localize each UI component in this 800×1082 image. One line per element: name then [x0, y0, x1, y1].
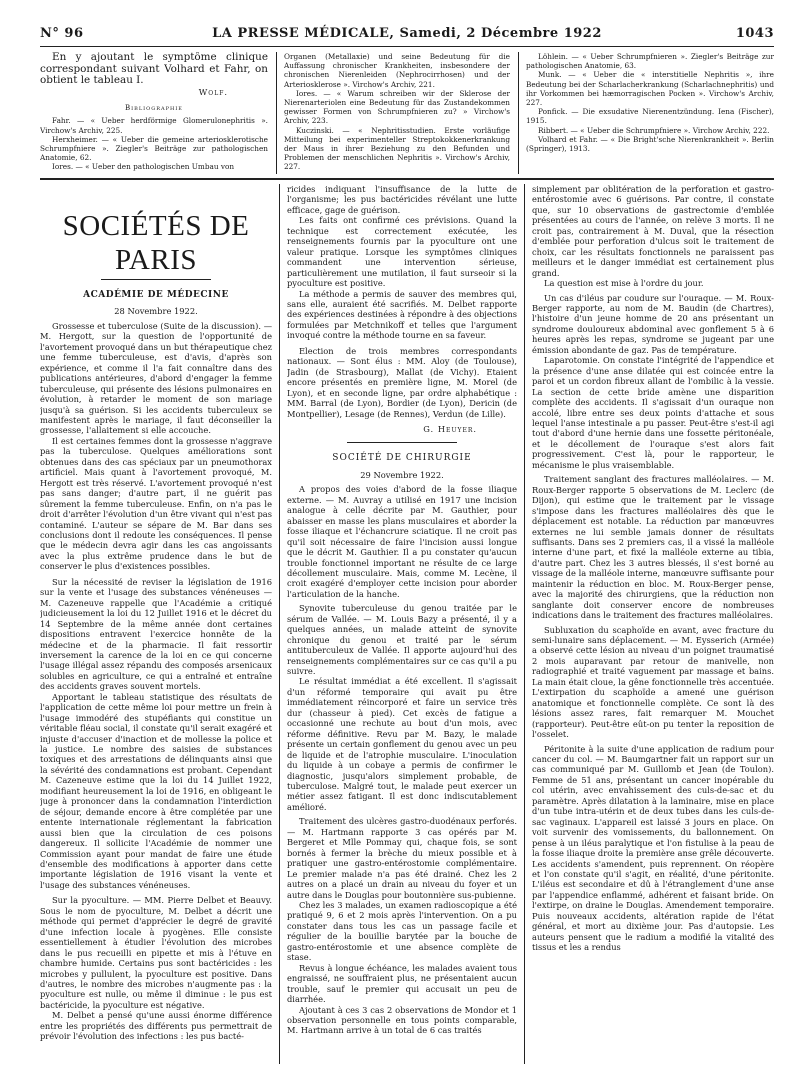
reference: Kuczinski. — « Nephritisstudien. Erste vorläufige Mitteilung bei experimenteller Streptokokkenerkrankung der Maus in ihrer Beziehung zu den Befunden und Problemen der menschlichen Nephritis ». Virchow's Archiv, 227. — [284, 125, 510, 172]
paragraph: Les faits ont confirmé ces prévisions. Quand la technique est correctement exécutée, les renseignements fournis par la pyoculture ont une valeur pratique. Lorsque les symptômes cliniques commandent une intervention sérieuse, particulièrement une mutilation, il faut surseoir si la pyoculture est positive. — [287, 215, 517, 289]
main-col-3 — [532, 184, 774, 1064]
reference: Volhard et Fahr. — « Die Bright'sche Nierenkrankheit ». Berlin (Springer), 1913. — [526, 134, 774, 154]
reference: Ponfick. — Die exsudative Nierenentzündung. Iena (Fischer), 1915. — [526, 107, 774, 126]
page-number: 1043 — [735, 26, 774, 41]
bibliography-heading: Bibliographie — [125, 103, 183, 112]
paragraph: Laparotomie. On constate l'intégrité de l'appendice et la présence d'une anse dilatée qui est coincée entre la paroi et un cordon fibreux allant de l'ombilic à la vessie. La section de cette bride amène une disparition complète des accidents. Il s'agissait d'un ouraque non accolé, libre entre ses deux points d'attache et sous lequel l'anse intestinale a pu passer. Peut-être s'est-il agi tout d'abord d'une hernie dans une fossette péritonéale, et le décollement de l'ouraque s'est alors fait progressivement. C'est là, pour le rapporteur, le mécanisme le plus vraisemblable. — [532, 355, 774, 470]
top-col-1 — [40, 52, 268, 174]
paragraph: Péritonite à la suite d'une application de radium pour cancer du col. — M. Baumgartner fait un rapport sur un cas communiqué par M. Guillomb et Jean (de Toulon). Femme de 51 ans, présentant un cancer inopérable du col utérin, avec envahissement des culs-de-sac et du paramètre. Après dilatation à la laminaire, mise en place d'un tube intra-utérin et de deux tubes dans les culs-de-sac vaginaux. L'appareil est laissé 3 jours en place. On voit survenir des vomissements, du ballonnement. On pense à un iléus paralytique et l'on fistulise à la peau de la fosse iliaque droite la première anse grêle découverte. Les accidents s'amendent, puis reprennent. On réopère et l'on constate qu'il s'agit, en réalité, d'une péritonite. L'iléus est secondaire et dû à l'étranglement d'une anse par l'appendice enflammé, adhérent et faisant bride. On l'extirpe, on draine le Douglas. Amendement temporaire. Puis nouveaux accidents, altération rapide de l'état général, et mort au dixième jour. Pas d'autopsie. Les auteurs pensent que le radium a modifié la vitalité des tissus et les a rendus — [532, 743, 774, 953]
section-separator — [347, 442, 457, 443]
column-rule — [279, 184, 280, 1064]
paragraph: Election de trois membres correspondants nationaux. — Sont élus : MM. Aloy (de Toulouse), Jadin (de Strasbourg), Mallat (de Vichy). Etaient encore présentés en première ligne, M. Morel (de Lyon), et en seconde ligne, par ordre alphabétique : MM. Barral (de Lyon), Bordier (de Lyon), Dericin (de Montpellier), Lesage (de Rennes), Verdun (de Lille). — [287, 345, 517, 419]
title-rule — [101, 279, 211, 280]
paragraph: ricides indiquant l'insuffisance de la lutte de l'organisme; les pus bactéricides révélant une lutte efficace, gage de guérison. — [287, 184, 517, 215]
issue-number: N° 96 — [40, 26, 84, 41]
journal-title: LA PRESSE MÉDICALE, Samedi, 2 Décembre 1922 — [212, 26, 602, 41]
paragraph: La question est mise à l'ordre du jour. — [544, 278, 704, 289]
chirurgie-heading: SOCIÉTÉ DE CHIRURGIE — [332, 453, 472, 464]
academy-heading: ACADÉMIE DE MÉDECINE — [83, 290, 229, 300]
top-col-3 — [526, 52, 774, 174]
reference: Löhlein. — « Ueber Schrumpfnieren ». Ziegler's Beiträge zur pathologischen Anatomie, 63. — [526, 52, 774, 71]
paragraph: Chez les 3 malades, un examen radioscopique a été pratiqué 9, 6 et 2 mois après l'intervention. On a pu constater dans tous les cas un passage facile et régulier de la bouillie barytée par la bouche de gastro-entérostomie et une absence complète de stase. — [287, 900, 517, 963]
reference: Iores. — « Warum schreiben wir der Sklerose der Nierenarteriolen eine Bedeutung für das Zustandekommen gewisser Formen von Schrumpfnieren zu? » Virchow's Archiv, 223. — [284, 88, 510, 126]
paragraph: Traitement des ulcères gastro-duodénaux perforés. — M. Hartmann rapporte 3 cas opérés par M. Bergeret et Mlle Pommay qui, chaque fois, se sont bornés à fermer la brèche du mieux possible et à pratiquer une gastro-entérostomie complémentaire. Le premier malade n'a pas été drainé. Chez les 2 autres on a placé un drain au niveau du foyer et un autre dans le Douglas pour boutonnière sus-pubienne. — [287, 816, 517, 900]
column-rule — [518, 52, 519, 174]
paragraph: Revus à longue échéance, les malades avaient tous engraissé, ne souffraient plus, ne présentaient aucun trouble, sauf le premier qui accusait un peu de diarrhée. — [287, 962, 517, 1005]
paragraph: Sur la nécessité de reviser la législation de 1916 sur la vente et l'usage des substances vénéneuses — M. Cazeneuve rappelle que l'Académie a critiqué judicieusement la loi du 12 Juillet 1916 et le décret du 14 Septembre de la même année dont certaines dispositions entravent l'exercice honnête de la médecine et de la pharmacie. Il fait ressortir inversement la carence de la loi en ce qui concerne l'usage illégal assez répandu des composés arsenicaux solubles en agriculture, ce qui a entraîné et entraîne des accidents graves souvent mortels. — [40, 576, 272, 692]
main-col-1 — [40, 184, 272, 1064]
paragraph: Subluxation du scaphoïde en avant, avec fracture du semi-lunaire sans déplacement. — M. Eysserich (Armée) a observé cette lésion au niveau d'un poignet traumatisé 2 mois auparavant par retour de manivelle, non radiographié et traité vaguement par massage et bains. La main était cloue, la gêne fonctionnelle très accentuée. L'extirpation du scaphoïde a amené une guérison anatomique et fonctionnelle complète. Ce sont là des lésions assez rares, fait remarquer M. Mouchet (rapporteur). Peut-être eût-on pu tenter la reposition de l'osselet. — [532, 624, 774, 740]
reference: Organen (Metallaxie) und seine Bedeutung für die Auffassung chronischer Krankheiten, insbesondere der chronischen Nierenleiden (Nephrocirrhosen) und der Arteriosklerose ». Virchow's Archiv, 221. — [284, 52, 510, 89]
session-date: 28 Novembre 1922. — [114, 306, 198, 317]
reference: Ribbert. — « Ueber die Schrumpfniere ». Virchow Archiv, 222. — [538, 125, 770, 135]
paragraph: simplement par oblitération de la perforation et gastro-entérostomie avec 6 guérisons. Par contre, il constate que, sur 10 observations de gastrectomie d'emblée présentées au cours de l'année, on relève 3 morts. Il ne croit pas, contrairement à M. Duval, que la résection d'emblée pour perforation d'ulcus soit le traitement de choix, car les résultats fonctionnels ne paraissent pas meilleurs et le danger immédiat est certainement plus grand. — [532, 184, 774, 278]
column-rule — [276, 52, 277, 174]
paragraph: Il est certaines femmes dont la grossesse n'aggrave pas la tuberculose. Quelques améliorations sont obtenues dans des cas spéciaux par un pneumothorax artificiel. Mais quant à l'avortement provoqué, M. Hergott est très réservé. L'avortement provoqué n'est pas sans danger; d'autre part, il ne guérit pas sûrement la femme tuberculeuse. Enfin, on n'a pas le droit d'arrêter l'évolution d'un être vivant qui n'est pas contaminé. L'auteur se sépare de M. Bar dans ses conclusions dont il redoute les conséquences. Il pense que le médecin devra agir dans les cas angoissants avec la plus extrême prudence dans le but de conserver le plus d'existences possibles. — [40, 435, 272, 572]
column-rule — [524, 184, 525, 1064]
header-rule — [40, 46, 774, 47]
paragraph: Le résultat immédiat a été excellent. Il s'agissait d'un réformé temporaire qui avait pu être immédiatement réincorporé et faire un service très dur (chasseur à pied). Cet excès de fatigue a occasionné une rechute au bout d'un mois, avec réforme définitive. Revu par M. Bazy, le malade présente un certain gonflement du genou avec un peu de liquide et de l'atrophie musculaire. L'inoculation du liquide à un cobaye a permis de confirmer le diagnostic, jusqu'alors simplement probable, de tuberculose. Malgré tout, le malade peut exercer un métier assez fatigant. Il est donc indiscutablement amélioré. — [287, 676, 517, 812]
paragraph: Traitement sanglant des fractures malléolaires. — M. Roux-Berger rapporte 5 observations de M. Leclerc (de Dijon), qui estime que le traitement par le vissage s'impose dans les fractures malléolaires dès que le déplacement est notable. La réduction par manœuvres externes ne lui semble jamais donner de résultats suffisants. Dans ses 2 premiers cas, il a vissé la malléole interne d'une part, et fixé la malléole externe au tibia, d'autre part. Chez les 3 autres blessés, il s'est borné au vissage de la malléole interne, manœuvre suffisante pour maintenir la réduction en bloc. M. Roux-Berger pense, avec la majorité des chirurgiens, que la réduction non sanglante doit conserver encore de nombreuses indications dans le traitement des fractures malléolaires. — [532, 474, 774, 621]
intro-text: En y ajoutant le symptôme clinique correspondant suivant Volhard et Fahr, on obtient le tableau I. — [40, 52, 268, 86]
top-col-2 — [284, 52, 510, 174]
running-head — [40, 26, 774, 44]
reference: Herxheimer. — « Ueber die gemeine arteriosklerotische Schrumpfniere ». Ziegler's Beiträge zur pathologischen Anatomie, 62. — [40, 134, 268, 163]
paragraph: A propos des voies d'abord de la fosse iliaque externe. — M. Auvray a utilisé en 1917 une incision analogue à celle décrite par M. Gauthier, pour abaisser en masse les plans musculaires et aborder la fosse iliaque et l'échancrure sciatique. Il ne croit pas qu'il soit nécessaire de faire l'incision aussi longue que le décrit M. Gauthier. Il a pu constater qu'aucun trouble fonctionnel important ne résulte de ce large décollement musculaire. Mais, comme M. Lecène, il croit exagéré d'employer cette incision pour aborder l'articulation de la hanche. — [287, 484, 517, 599]
paragraph: Un cas d'iléus par coudure sur l'ouraque. — M. Roux-Berger rapporte, au nom de M. Baudin (de Chartres), l'histoire d'un jeune homme de 20 ans présentant un syndrome douloureux abdominal avec gonflement 5 à 6 heures après les repas, syndrome se jugeant par une émission abondante de gaz. Pas de température. — [532, 292, 774, 355]
signature-heuyer: G. Heuyer. — [423, 423, 477, 434]
paragraph: Sur la pyoculture. — MM. Pierre Delbet et Beauvy. Sous le nom de pyoculture, M. Delbet a décrit une méthode qui permet d'apprécier le degré de gravité d'une infection locale à pyogènes. Elle consiste essentiellement à étudier l'évolution des microbes dans le pus recueilli en pipette et mis à l'étuve en chambre humide. Certains pus sont bactéricides : les microbes y pullulent, la pyoculture est positive. Dans d'autres, le nombre des microbes n'augmente pas : la pyoculture est nulle, ou même il diminue : le pus est bactéricide, la pyoculture est négative. — [40, 895, 272, 1010]
paragraph: M. Delbet a pensé qu'une aussi énorme différence entre les propriétés des différents pus permettrait de prévoir l'évolution des infections : les pus bacté- — [40, 1010, 272, 1042]
societes-title: SOCIÉTÉS DE PARIS — [62, 210, 250, 276]
reference: Fahr. — « Ueber herdförmige Glomerulonephritis ». Virchow's Archiv, 225. — [40, 116, 268, 135]
paragraph: Apportant le tableau statistique des résultats de l'application de cette même loi pour mettre un frein à l'usage immodéré des stupéfiants qui constitue un véritable fléau social, il constate qu'il serait exagéré et injuste d'accuser d'inaction et de mollesse la police et la justice. Le nombre des saisies de substances toxiques et des arrestations de délinquants ainsi que la sévérité des condamnations est probant. Cependant M. Cazeneuve estime que la loi du 14 Juillet 1922, modifiant heureusement la loi de 1916, en obligeant le juge à prononcer dans la condamnation l'interdiction de séjour, demande encore à être complétée par une entente internationale réglementant la fabrication aussi bien que la circulation de ces poisons dangereux. Il sollicite l'Académie de nommer une Commission ayant pour mandat de faire une étude d'ensemble des modifications à apporter dans cette importante législation de 1916 visant la vente et l'usage des substances vénéneuses. — [40, 691, 272, 890]
paragraph: Synovite tuberculeuse du genou traitée par le sérum de Vallée. — M. Louis Bazy a présenté, il y a quelques années, un malade atteint de synovite chronique du genou et traité par le sérum antituberculeux de Vallée. Il apporte aujourd'hui des renseignements complémentaires sur ce cas qu'il a pu suivre. — [287, 603, 517, 677]
reference: Munk. — « Ueber die « interstitielle Nephritis », ihre Bedeutung bei der Scharlacherkrankung (Scharlachnephritis) und ihr Vorkommen bei hæmorragischen Pocken ». Virchow's Archiv, 227. — [526, 70, 774, 108]
section-rule — [40, 178, 774, 180]
session-date: 29 Novembre 1922. — [360, 469, 444, 480]
paragraph: La méthode a permis de sauver des membres qui, sans elle, auraient été sacrifiés. M. Delbet rapporte des expériences destinées à répondre à des objections formulées par Metchnikoff et telles que l'argument invoqué contre la méthode tourne en sa faveur. — [287, 288, 517, 341]
reference: Iores. — « Ueber den pathologischen Umbau von — [52, 162, 235, 172]
paragraph: Grossesse et tuberculose (Suite de la discussion). — M. Hergott, sur la question de l'opportunité de l'avortement provoqué dans un but thérapeutique chez une femme tuberculeuse, est d'avis, d'après son expérience, et comme il l'a fait connaître dans des publications antérieures, d'abord d'engager la femme tuberculeuse, qui présente des lésions pulmonaires en évolution, à retarder le moment de son mariage jusqu'à sa guérison. Si les accidents tuberculeux se manifestent après le mariage, il faut déconseiller la grossesse, l'allaitement si elle accouche. — [40, 320, 272, 436]
signature-wolf: Wolf. — [198, 86, 228, 97]
paragraph: Ajoutant à ces 3 cas 2 observations de Mondor et 1 observation personnelle en tous points comparable, M. Hartmann arrive à un total de 6 cas traités — [287, 1004, 517, 1036]
main-col-2 — [287, 184, 517, 1064]
